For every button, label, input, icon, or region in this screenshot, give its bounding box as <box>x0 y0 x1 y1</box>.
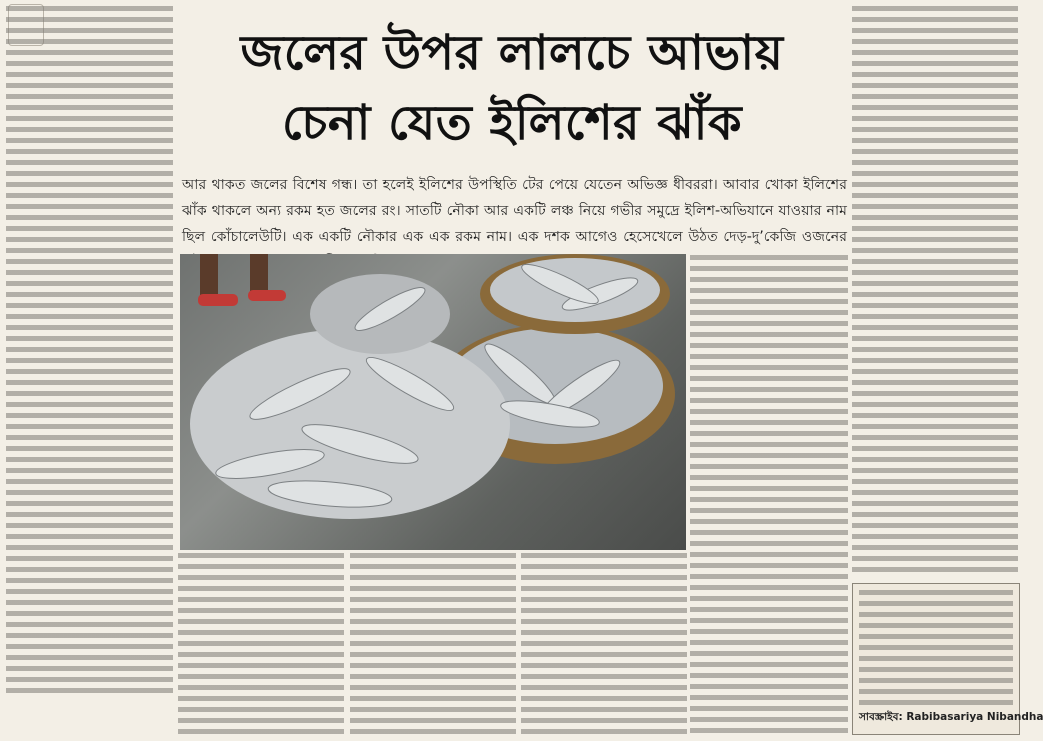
headline-line-1: জলের উপর লালচে আভায় <box>240 25 784 81</box>
body-column-left <box>6 6 173 696</box>
fish-market-photo-illustration <box>180 254 686 550</box>
body-column-beside-photo <box>690 255 848 735</box>
fish-market-photo <box>180 254 686 550</box>
standfirst-text: আর থাকত জলের বিশেষ গন্ধ। তা হলেই ইলিশের উপস্থিতি টের পেয়ে যেতেন অভিজ্ঞ ধীবররা। আবার খোকা ইলিশের ঝাঁক থাকলে অন্য রকম হত জলের রং। সাতটি নৌকা আর একটি লঞ্চ নিয়ে গভীর সমুদ্রে ইলিশ-অভিযানে যাওয়ার নাম ছিল কোঁচালেউটি। এক একটি নৌকার এক এক রকম নাম। এক দশক আগেও হেসেখেলে উঠত দেড়-দু’কেজি ওজনের <box>182 177 847 245</box>
body-column-below-photo-2 <box>350 553 516 735</box>
headline-line-2: চেনা যেত ইলিশের ঝাঁক <box>281 95 743 151</box>
subscription-box <box>852 583 1043 735</box>
subscription-box-text <box>859 590 1013 708</box>
headline <box>182 18 842 158</box>
body-column-right <box>852 6 1018 576</box>
body-column-below-photo-3 <box>521 553 687 735</box>
subscription-box-signature: সাবস্ক্রাইব: Rabibasariya Nibandha <box>859 711 1043 723</box>
body-column-below-photo-1 <box>178 553 344 735</box>
